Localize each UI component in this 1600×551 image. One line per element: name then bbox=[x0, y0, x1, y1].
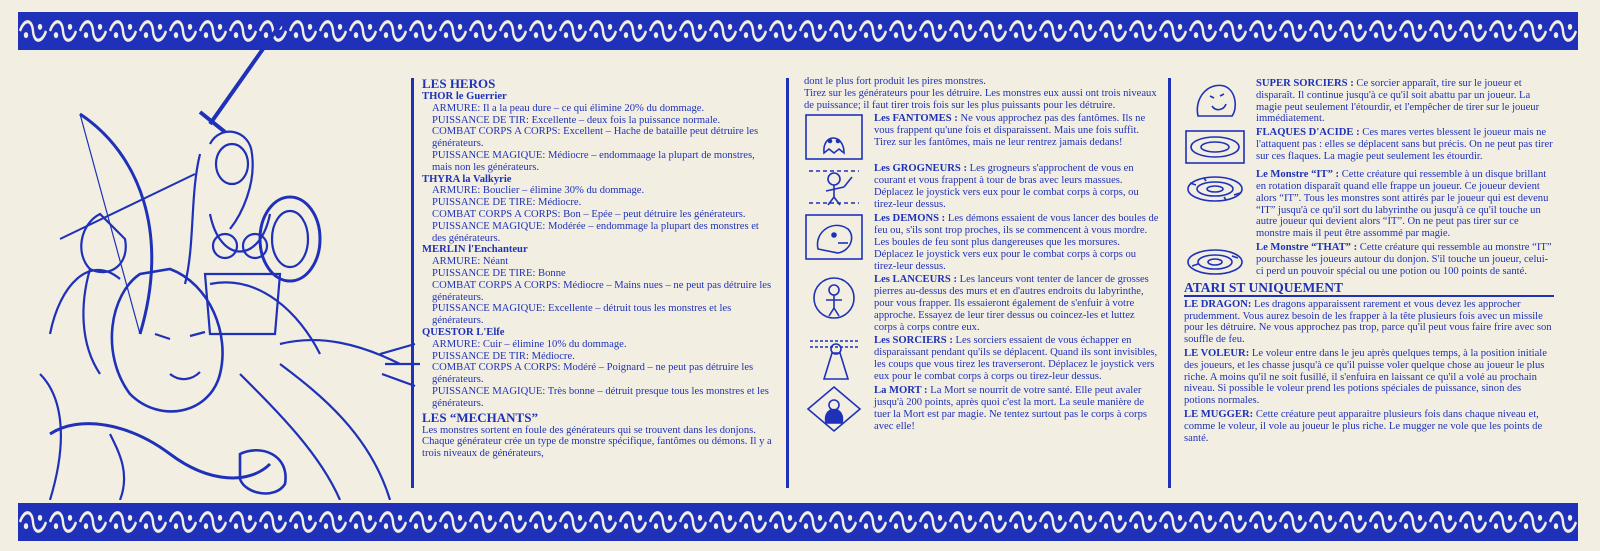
special-monster-name: Le Monstre “THAT” : bbox=[1256, 241, 1358, 253]
monster-entry bbox=[804, 113, 1159, 161]
hero-merlin-name: MERLIN l'Enchanteur bbox=[422, 244, 528, 256]
monster-description bbox=[874, 163, 1159, 210]
atari-entry-text: Les dragons apparaissent rarement et vous devez les approcher prudemment. Vous aurez besoin de les frapper à la tête plusieurs fois avec un missile pour les détruire. Ne vous approchez pas trop, parce qu'il peut vous faire frire avec son souffle de feu. bbox=[1184, 298, 1552, 346]
heroes-column bbox=[422, 76, 772, 460]
special-monster-text: Cette créature qui ressemble au monstre “IT” pourchasse les joueurs autour du donjon. S'il touche un joueur, celui-ci perd un pouvoir spécial ou une potion ou 100 points de santé. bbox=[1256, 241, 1552, 277]
monster-text: La Mort se nourrit de votre santé. Elle peut avaler jusqu'à 200 points, après quoi c'est la mort. La seule manière de tuer la Mort est par magie. Ne tentez surtout pas le corps à corps avec elle! bbox=[874, 385, 1147, 432]
atari-entry-name: LE MUGGER: bbox=[1184, 408, 1254, 420]
atari-entry-text: Cette créature peut apparaitre plusieurs fois dans chaque niveau et, comme le voleur, il vole au joueur le plus riche. Le mugger ne vole que les points de santé. bbox=[1184, 408, 1543, 444]
hero-merlin-shot: PUISSANCE DE TIRE: Bonne bbox=[432, 267, 566, 279]
monster-description bbox=[874, 385, 1159, 432]
hero-thyra-armor: ARMURE: Bouclier – élimine 30% du dommage. bbox=[432, 185, 645, 197]
heroes-illustration bbox=[20, 14, 425, 500]
hero-thor-magic: PUISSANCE MAGIQUE: Médiocre – endommaage la plupart de monstres, mais non les générateurs. bbox=[432, 149, 755, 173]
super-sorcerer-icon bbox=[1184, 78, 1246, 118]
special-monster-text: Ces mares vertes blessent le joueur mais ne l'attaquent pas : elles se déplacent sans but précis. On ne peut pas tirer sur ces flaques. La magie peut seulement les étourdir. bbox=[1256, 127, 1553, 162]
atari-entry bbox=[1184, 409, 1554, 444]
grunt-icon bbox=[804, 163, 864, 211]
monster-entry bbox=[804, 335, 1159, 383]
monster-name: Les DEMONS : bbox=[874, 213, 946, 225]
that-monster-icon bbox=[1184, 242, 1246, 282]
monster-text: Les sorciers essaient de vous échapper en disparaissant pendant qu'ils se déplacent. Quand ils sont invisibles, les coups que vous tirez les traverseront. Déplacez le joystick vers eux pour le combat corps à corps ou tirez-leur dessus. bbox=[874, 335, 1158, 382]
column-divider bbox=[786, 78, 789, 488]
monster-name: Les GROGNEURS : bbox=[874, 163, 967, 175]
monster-description bbox=[874, 213, 1159, 272]
atari-heading: ATARI ST UNIQUEMENT bbox=[1184, 282, 1554, 297]
monster-entry bbox=[804, 274, 1159, 333]
hero-thyra-melee: COMBAT CORPS A CORPS: Bon – Epée – peut détruire les générateurs. bbox=[432, 208, 746, 220]
monster-name: La MORT : bbox=[874, 385, 928, 397]
lobber-icon bbox=[804, 274, 864, 322]
special-monsters-column bbox=[1184, 76, 1554, 444]
atari-entry bbox=[1184, 299, 1554, 346]
special-monster-text: Ce sorcier apparaît, tire sur le joueur et disparaît. Il continue jusqu'à ce qu'il soit abattu par un joueur. La magie peut seulement l'étourdir, et l'empêcher de tirer sur le joueur immédiatement. bbox=[1256, 78, 1540, 125]
special-monster-name: Le Monstre “IT” : bbox=[1256, 169, 1340, 181]
demon-icon bbox=[804, 213, 864, 261]
special-monster-description bbox=[1256, 242, 1554, 277]
atari-entry-name: LE VOLEUR: bbox=[1184, 347, 1250, 359]
atari-entry bbox=[1184, 348, 1554, 407]
hero-thor-name: THOR le Guerrier bbox=[422, 91, 507, 102]
hero-merlin-melee: COMBAT CORPS A CORPS: Médiocre – Mains nues – ne peut pas détruire les générateurs. bbox=[432, 279, 772, 303]
column-divider bbox=[411, 78, 414, 488]
hero-questor-magic: PUISSANCE MAGIQUE: Très bonne – détruit presque tous les monstres et les générateurs. bbox=[432, 385, 769, 409]
special-monster-name: SUPER SORCIERS : bbox=[1256, 78, 1354, 89]
monster-name: Les SORCIERS : bbox=[874, 335, 953, 347]
heroes-heading: LES HEROS bbox=[422, 76, 496, 91]
hero-thor-melee: COMBAT CORPS A CORPS: Excellent – Hache de bataille peut détruire les générateurs. bbox=[432, 126, 759, 150]
monster-description bbox=[874, 113, 1159, 148]
bottom-ornamental-border bbox=[18, 503, 1578, 541]
special-monster-entry bbox=[1184, 242, 1554, 282]
monster-text: Les grogneurs s'approchent de vous en courant et vous frappent à tour de bras avec leurs massues. Déplacez le joystick vers eux pour le combat corps à corps, ou tirez-leur dessus. bbox=[874, 163, 1139, 210]
special-monster-name: FLAQUES D'ACIDE : bbox=[1256, 127, 1360, 139]
special-monster-entry bbox=[1184, 127, 1554, 167]
monster-name: Les FANTOMES : bbox=[874, 113, 958, 125]
it-monster-icon bbox=[1184, 169, 1246, 209]
villains-continued: dont le plus fort produit les pires monstres. bbox=[804, 76, 986, 87]
hero-questor-shot: PUISSANCE DE TIR: Médiocre. bbox=[432, 350, 575, 362]
hero-questor-name: QUESTOR L'Elfe bbox=[422, 326, 505, 338]
hero-thor-shot: PUISSANCE DE TIR: Excellente – deux fois la puissance normale. bbox=[432, 114, 721, 126]
special-monster-description bbox=[1256, 169, 1554, 240]
monster-entry bbox=[804, 163, 1159, 211]
monster-entry bbox=[804, 213, 1159, 272]
villains-continued-2: Tirez sur les générateurs pour les détruire. Les monstres eux aussi ont trois niveaux de puissance; il faut tirer trois fois sur les plus puissants pour les détruire. bbox=[804, 87, 1157, 111]
villains-intro: Les monstres sortent en foule des générateurs qui se trouvent dans les donjons. Chaque générateur crée un type de monstre spécifique, fantômes ou démons. Il y a trois niveaux de générateurs, bbox=[422, 424, 772, 460]
death-icon bbox=[804, 385, 864, 433]
special-monster-text: Cette créature qui ressemble à un disque brillant en rotation disparaît quand elle frappe un joueur. Ce joueur devient alors “IT”. Tous les monstres sont attirés par le joueur qui est devenu “IT” jusqu'à ce qu'il sort du labyrinthe ou jusqu'à ce qu'il touche un autre joueur qui devient alors “IT”. On ne peut pas tirer sur ce monstre mais il peut être assommé par magie. bbox=[1256, 169, 1549, 240]
special-monster-entry bbox=[1184, 78, 1554, 125]
special-monster-description bbox=[1256, 78, 1554, 125]
monster-text: Ne vous approchez pas des fantômes. Ils ne vous frappent qu'une fois et disparaissent. Mais une fois suffit. Tirez sur les fantômes, mais ne leur rentrez jamais dedans! bbox=[874, 113, 1146, 148]
hero-thor-armor: ARMURE: Il a la peau dure – ce qui élimine 20% du dommage. bbox=[432, 102, 705, 114]
column-divider bbox=[1168, 78, 1171, 488]
hero-merlin-magic: PUISSANCE MAGIQUE: Excellente – détruit tous les monstres et les générateurs. bbox=[432, 303, 732, 327]
monster-description bbox=[874, 274, 1159, 333]
sorcerer-icon bbox=[804, 335, 864, 383]
villains-heading: LES “MECHANTS” bbox=[422, 409, 538, 425]
atari-entry-name: LE DRAGON: bbox=[1184, 298, 1252, 310]
monster-name: Les LANCEURS : bbox=[874, 274, 957, 286]
monster-text: Les lanceurs vont tenter de lancer de grosses pierres au-dessus des murs et en d'autres endroits du labyrinthe, pour vous frapper. Ils essaieront également de s'enfuir à votre approche. Essayez de leur tirer dessus ou coincez-les et luttez corps à corps contre eux. bbox=[874, 274, 1149, 333]
special-monster-description bbox=[1256, 127, 1554, 162]
monster-description bbox=[874, 335, 1159, 382]
hero-thyra-shot: PUISSANCE DE TIRE: Médiocre. bbox=[432, 197, 582, 209]
hero-thyra-name: THYRA la Valkyrie bbox=[422, 173, 512, 185]
hero-questor-melee: COMBAT CORPS A CORPS: Modéré – Poignard – ne peut pas détruire les générateurs. bbox=[432, 362, 754, 386]
monster-entry bbox=[804, 385, 1159, 433]
hero-questor-armor: ARMURE: Cuir – élimine 10% du dommage. bbox=[432, 338, 627, 350]
hero-merlin-armor: ARMURE: Néant bbox=[432, 256, 509, 268]
atari-entry-text: Le voleur entre dans le jeu après quelques temps, à la position initiale des joueurs, et les chasse jusqu'à ce qu'il puisse voler quelque chose au joueur le plus riche. A moins qu'il ne soit fusillé, il s'enfuira en laissant ce qu'il a volé au prochain niveau. Si possible le voleur prend les potions spéciales de puissance, sinon des potions normales. bbox=[1184, 347, 1547, 407]
acid-puddle-icon bbox=[1184, 127, 1246, 167]
monster-text: Les démons essaient de vous lancer des boules de feu ou, s'ils sont trop proches, ils se commencent à vous mordre. Les boules de feu sont plus dangereuses que les morsures. Déplacez le joystick vers eux pour le combat corps à corps ou tirez-leur dessus. bbox=[874, 213, 1159, 272]
ghost-icon bbox=[804, 113, 864, 161]
monsters-column bbox=[804, 76, 1159, 433]
special-monster-entry bbox=[1184, 169, 1554, 240]
hero-thyra-magic: PUISSANCE MAGIQUE: Modérée – endommage la plupart des monstres et des générateurs. bbox=[432, 220, 759, 244]
